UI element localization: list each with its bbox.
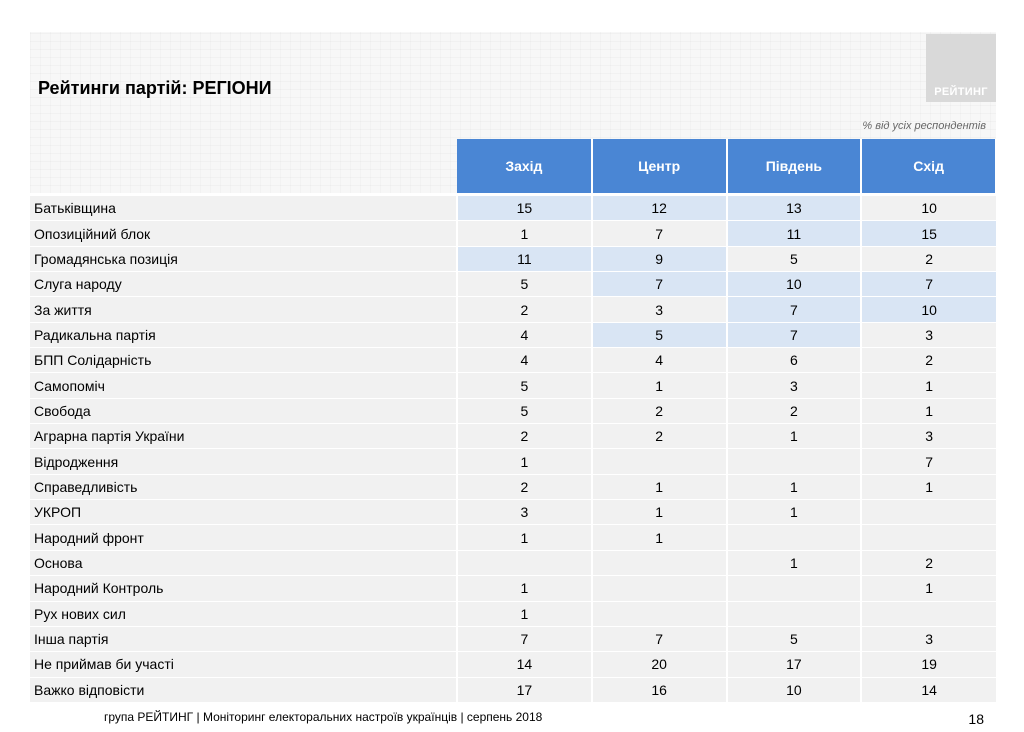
- value-cell: 5: [457, 398, 592, 423]
- table-row: [30, 449, 996, 474]
- party-name-cell: Громадянська позиція: [30, 246, 457, 271]
- value-cell: 2: [592, 398, 727, 423]
- value-cell: [592, 576, 727, 601]
- value-cell: 7: [861, 272, 996, 297]
- value-cell: 1: [861, 373, 996, 398]
- value-cell: 15: [457, 195, 592, 221]
- party-name-cell: Опозиційний блок: [30, 221, 457, 246]
- value-cell: [727, 525, 862, 550]
- value-cell: 2: [727, 398, 862, 423]
- party-name-cell: Справедливість: [30, 474, 457, 499]
- header-cell: Захід: [457, 139, 592, 195]
- table-row: [30, 297, 996, 322]
- value-cell: [727, 601, 862, 626]
- value-cell: 10: [861, 195, 996, 221]
- value-cell: 5: [592, 322, 727, 347]
- party-name-cell: Слуга народу: [30, 272, 457, 297]
- table-row: [30, 373, 996, 398]
- value-cell: 11: [457, 246, 592, 271]
- value-cell: 1: [861, 576, 996, 601]
- party-name-cell: Батьківщина: [30, 195, 457, 221]
- table-row: [30, 601, 996, 626]
- page-title: Рейтинги партій: РЕГІОНИ: [38, 78, 272, 98]
- value-cell: 7: [727, 322, 862, 347]
- value-cell: 6: [727, 348, 862, 373]
- value-cell: 3: [727, 373, 862, 398]
- table-row: [30, 221, 996, 246]
- value-cell: [592, 550, 727, 575]
- party-name-cell: БПП Солідарність: [30, 348, 457, 373]
- value-cell: 17: [457, 677, 592, 702]
- table-row: [30, 500, 996, 525]
- table-row: [30, 195, 996, 221]
- header-cell: Південь: [727, 139, 862, 195]
- value-cell: 3: [861, 322, 996, 347]
- value-cell: 2: [457, 297, 592, 322]
- value-cell: 2: [457, 424, 592, 449]
- table-row: [30, 398, 996, 423]
- ratings-table: [30, 139, 997, 703]
- value-cell: 5: [727, 626, 862, 651]
- table-row: [30, 525, 996, 550]
- value-cell: 11: [727, 221, 862, 246]
- value-cell: 5: [457, 373, 592, 398]
- value-cell: 1: [727, 550, 862, 575]
- value-cell: 10: [861, 297, 996, 322]
- party-name-cell: Рух нових сил: [30, 601, 457, 626]
- party-name-cell: Радикальна партія: [30, 322, 457, 347]
- value-cell: 1: [457, 576, 592, 601]
- party-name-cell: Народний Контроль: [30, 576, 457, 601]
- party-name-cell: Свобода: [30, 398, 457, 423]
- party-name-cell: Важко відповісти: [30, 677, 457, 702]
- value-cell: 1: [592, 525, 727, 550]
- party-name-cell: Інша партія: [30, 626, 457, 651]
- value-cell: 5: [457, 272, 592, 297]
- value-cell: 1: [861, 398, 996, 423]
- value-cell: [861, 525, 996, 550]
- value-cell: 4: [592, 348, 727, 373]
- value-cell: [457, 550, 592, 575]
- value-cell: 1: [727, 500, 862, 525]
- party-name-cell: За життя: [30, 297, 457, 322]
- value-cell: 1: [457, 601, 592, 626]
- value-cell: [727, 576, 862, 601]
- value-cell: [861, 601, 996, 626]
- value-cell: 16: [592, 677, 727, 702]
- table-row: [30, 677, 996, 702]
- value-cell: 2: [861, 550, 996, 575]
- value-cell: 1: [592, 474, 727, 499]
- value-cell: 7: [727, 297, 862, 322]
- value-cell: 4: [457, 348, 592, 373]
- value-cell: 5: [727, 246, 862, 271]
- value-cell: 14: [861, 677, 996, 702]
- value-cell: 2: [592, 424, 727, 449]
- page-number: 18: [968, 711, 984, 727]
- header-cell: Схід: [861, 139, 996, 195]
- value-cell: 9: [592, 246, 727, 271]
- value-cell: 1: [727, 474, 862, 499]
- table-header-row: [30, 139, 996, 195]
- brand-logo: [926, 34, 996, 102]
- value-cell: 1: [457, 449, 592, 474]
- value-cell: 10: [727, 272, 862, 297]
- value-cell: 15: [861, 221, 996, 246]
- value-cell: 13: [727, 195, 862, 221]
- value-cell: 17: [727, 652, 862, 677]
- value-cell: 1: [727, 424, 862, 449]
- party-name-cell: Не приймав би участі: [30, 652, 457, 677]
- value-cell: 7: [592, 272, 727, 297]
- header-blank-cell: [30, 139, 457, 195]
- table-row: [30, 550, 996, 575]
- value-cell: 7: [592, 221, 727, 246]
- table-row: [30, 652, 996, 677]
- footer-text: група РЕЙТИНГ | Моніторинг електоральних настроїв українців | серпень 2018: [104, 710, 543, 724]
- value-cell: 12: [592, 195, 727, 221]
- table-row: [30, 626, 996, 651]
- value-cell: 2: [861, 348, 996, 373]
- table-row: [30, 576, 996, 601]
- value-cell: 3: [457, 500, 592, 525]
- value-cell: 7: [457, 626, 592, 651]
- table-row: [30, 474, 996, 499]
- table-body: [30, 195, 996, 703]
- value-cell: 10: [727, 677, 862, 702]
- value-cell: 2: [861, 246, 996, 271]
- value-cell: 1: [457, 221, 592, 246]
- value-cell: 3: [861, 626, 996, 651]
- value-cell: 7: [592, 626, 727, 651]
- table-row: [30, 272, 996, 297]
- party-name-cell: УКРОП: [30, 500, 457, 525]
- value-cell: [727, 449, 862, 474]
- party-name-cell: Народний фронт: [30, 525, 457, 550]
- table-row: [30, 322, 996, 347]
- value-cell: 1: [592, 500, 727, 525]
- value-cell: 1: [861, 474, 996, 499]
- value-cell: [861, 500, 996, 525]
- party-name-cell: Відродження: [30, 449, 457, 474]
- value-cell: [592, 601, 727, 626]
- party-name-cell: Основа: [30, 550, 457, 575]
- value-cell: 3: [592, 297, 727, 322]
- value-cell: 7: [861, 449, 996, 474]
- value-cell: 14: [457, 652, 592, 677]
- table-row: [30, 348, 996, 373]
- header-cell: Центр: [592, 139, 727, 195]
- value-cell: 19: [861, 652, 996, 677]
- logo-text: РЕЙТИНГ: [934, 86, 988, 98]
- table-row: [30, 424, 996, 449]
- party-name-cell: Самопоміч: [30, 373, 457, 398]
- value-cell: 2: [457, 474, 592, 499]
- value-cell: 20: [592, 652, 727, 677]
- value-cell: 3: [861, 424, 996, 449]
- table-row: [30, 246, 996, 271]
- party-name-cell: Аграрна партія України: [30, 424, 457, 449]
- value-cell: 4: [457, 322, 592, 347]
- respondents-note: % від усіх респондентів: [862, 120, 986, 132]
- value-cell: 1: [457, 525, 592, 550]
- value-cell: [592, 449, 727, 474]
- value-cell: 1: [592, 373, 727, 398]
